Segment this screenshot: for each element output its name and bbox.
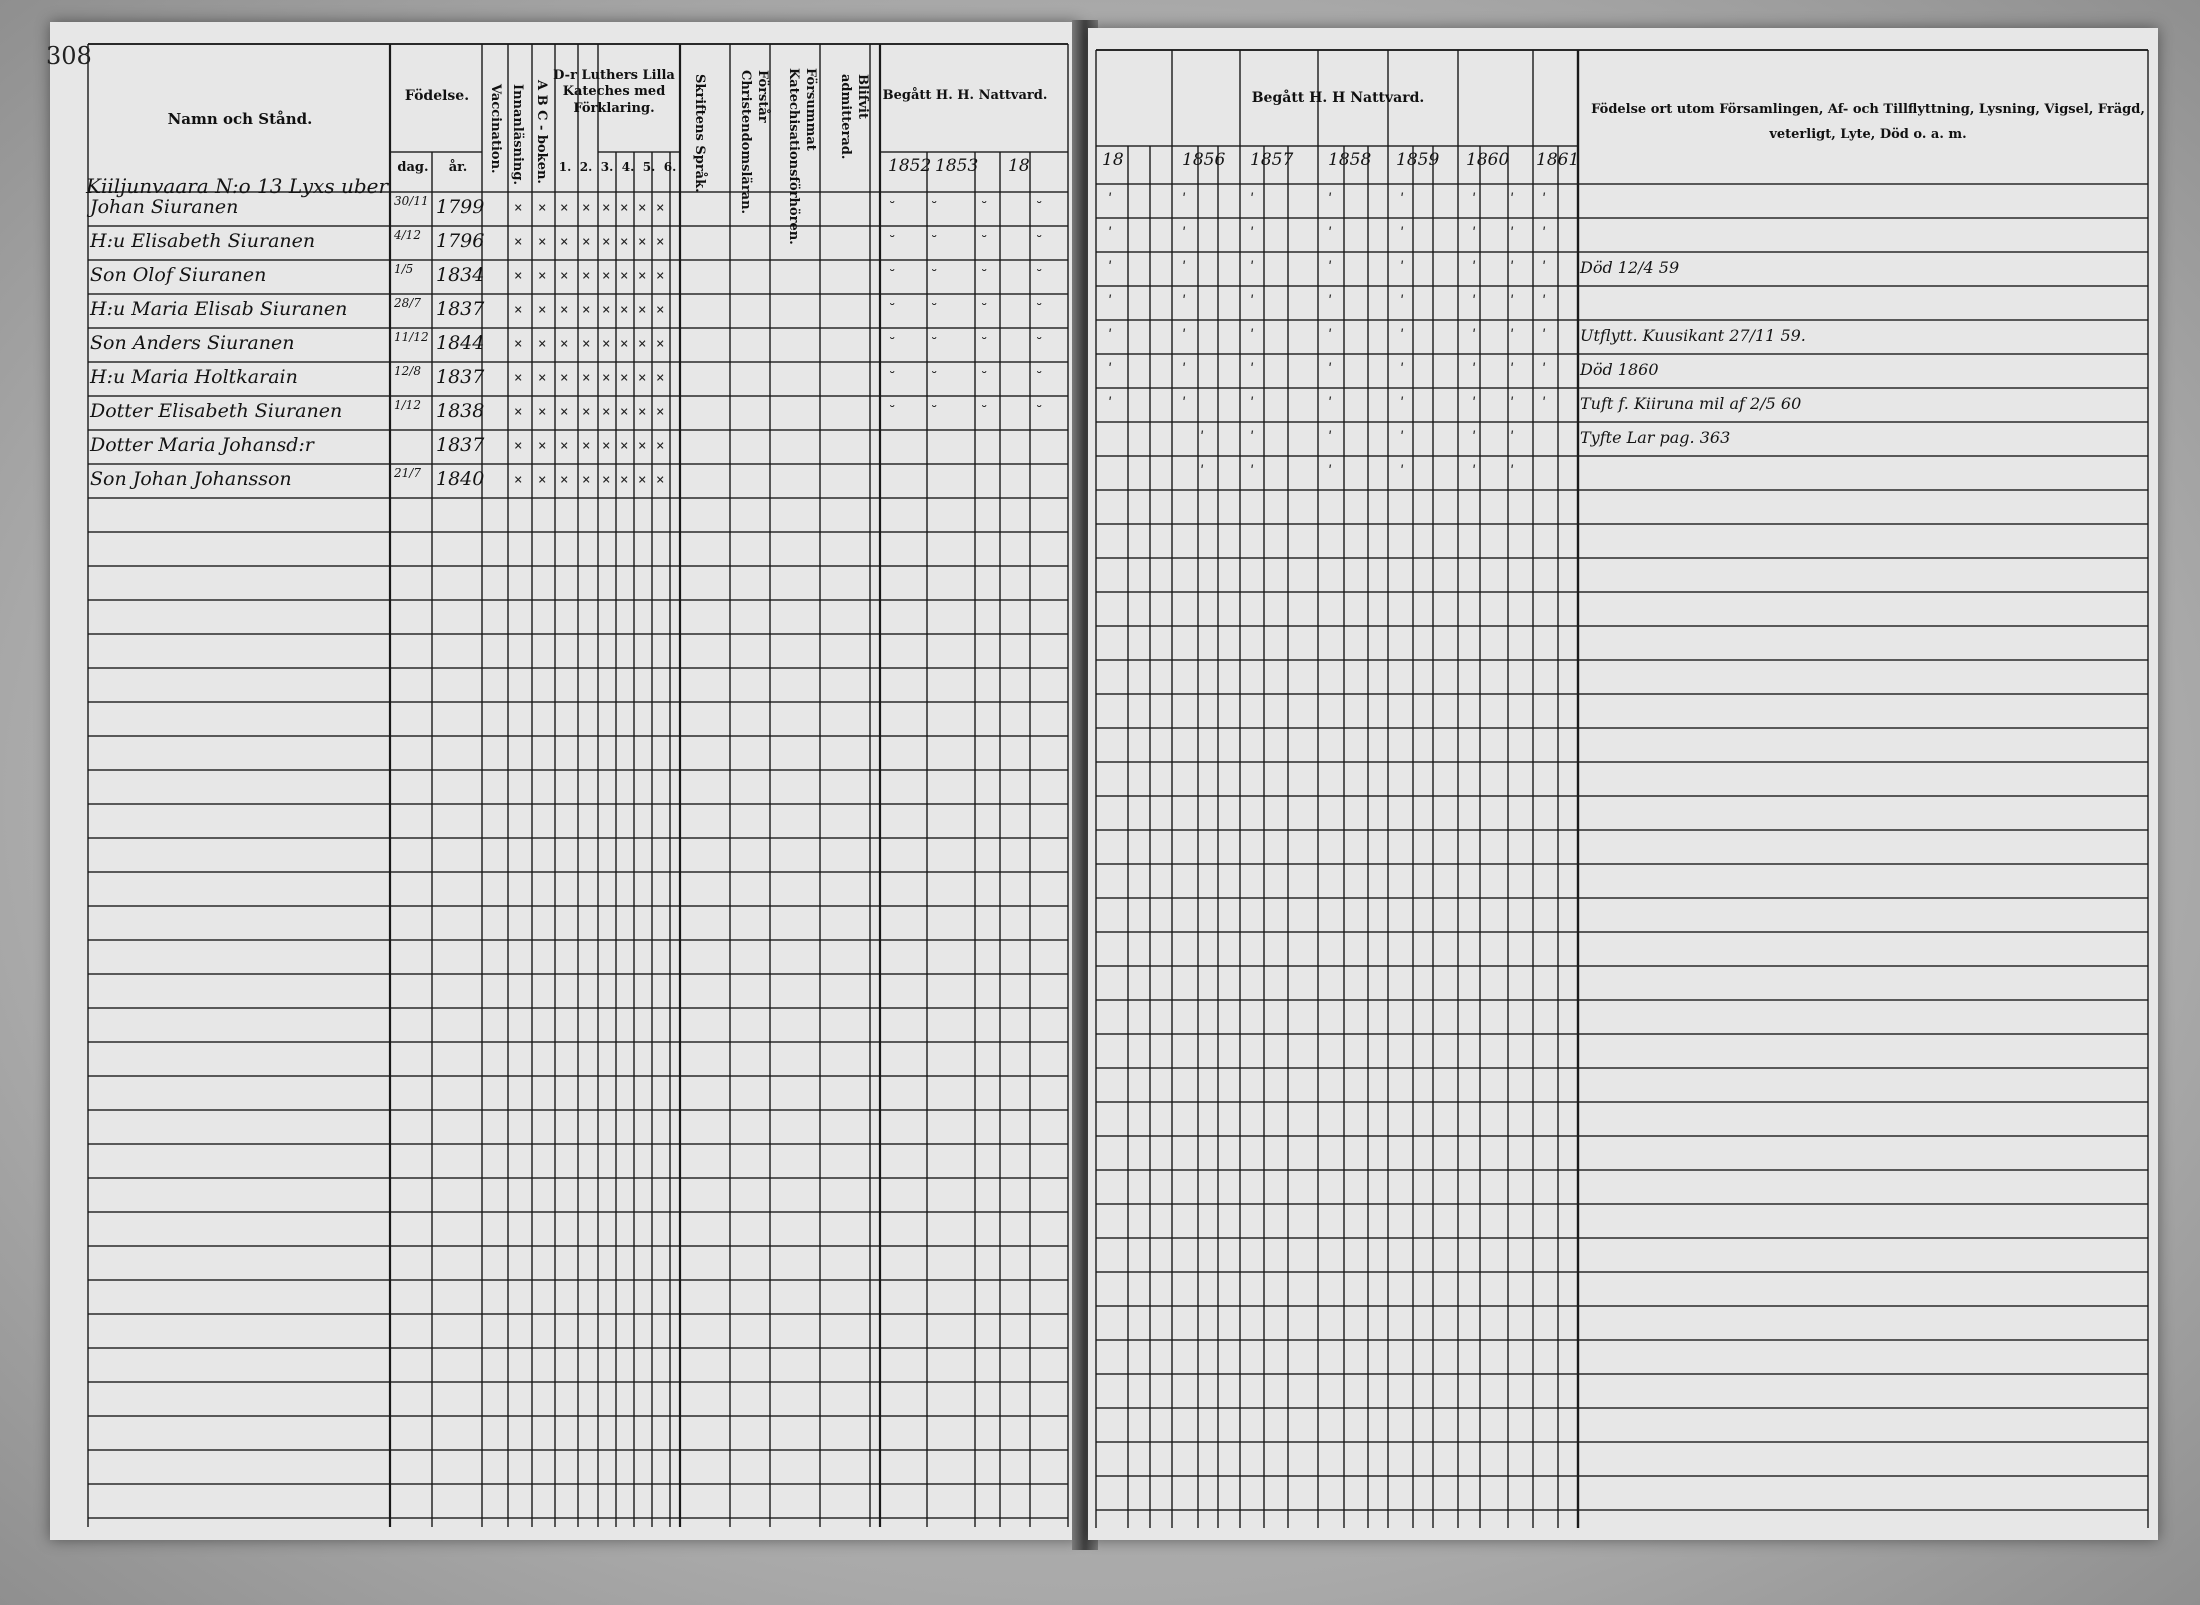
tick-mark: ʹ bbox=[1508, 328, 1517, 344]
tick-mark: ʹ bbox=[1540, 294, 1549, 310]
tick-mark: ʹ bbox=[1180, 192, 1189, 208]
tick-mark: × bbox=[638, 336, 647, 352]
tick-mark: ʹ bbox=[1106, 396, 1115, 412]
tick-mark: ˘ bbox=[980, 200, 989, 216]
tick-mark: ʹ bbox=[1106, 260, 1115, 276]
tick-mark: × bbox=[538, 336, 547, 352]
tick-mark: × bbox=[656, 302, 665, 318]
tick-mark: ʹ bbox=[1470, 294, 1479, 310]
tick-mark: × bbox=[620, 268, 629, 284]
row-birth-day: 21/7 bbox=[394, 466, 421, 480]
header-vaccination: Vaccination. bbox=[488, 84, 503, 174]
tick-mark: ˘ bbox=[1035, 268, 1044, 284]
tick-mark: × bbox=[538, 472, 547, 488]
tick-mark: × bbox=[656, 336, 665, 352]
header-admitted: Blifvit admitterad. bbox=[837, 74, 870, 160]
tick-mark: ˘ bbox=[888, 370, 897, 386]
row-birth-year: 1840 bbox=[436, 468, 485, 490]
tick-mark: ʹ bbox=[1180, 294, 1189, 310]
page-number: 308 bbox=[46, 42, 92, 70]
tick-mark: ʹ bbox=[1540, 328, 1549, 344]
tick-mark: ʹ bbox=[1180, 328, 1189, 344]
row-name: Dotter Elisabeth Siuranen bbox=[90, 400, 343, 422]
remark-entry: Död 12/4 59 bbox=[1580, 258, 1680, 277]
tick-mark: × bbox=[582, 200, 591, 216]
row-name: Son Olof Siuranen bbox=[90, 264, 267, 286]
header-remarks: Födelse ort utom Församlingen, Af- och Tillflyttning, Lysning, Vigsel, Frägd, veterligt, Lyte, Död o. a. m. bbox=[1591, 102, 2145, 142]
tick-mark: ʹ bbox=[1508, 192, 1517, 208]
tick-mark: ˘ bbox=[1035, 200, 1044, 216]
row-birth-year: 1844 bbox=[436, 332, 485, 354]
tick-mark: × bbox=[582, 472, 591, 488]
tick-mark: × bbox=[638, 234, 647, 250]
tick-mark: ʹ bbox=[1508, 396, 1517, 412]
header-scripture: Skriftens Språk. bbox=[692, 74, 707, 193]
remark-entry: Tyfte Lar pag. 363 bbox=[1580, 428, 1731, 447]
left-page bbox=[50, 22, 1080, 1540]
communion-year-label: 1859 bbox=[1396, 150, 1440, 170]
tick-mark: × bbox=[582, 302, 591, 318]
row-birth-day: 4/12 bbox=[394, 228, 421, 242]
header-reading: Innanläsning. bbox=[510, 84, 525, 185]
tick-mark: ʹ bbox=[1540, 260, 1549, 276]
tick-mark: ʹ bbox=[1470, 260, 1479, 276]
tick-mark: ʹ bbox=[1326, 192, 1335, 208]
row-birth-year: 1796 bbox=[436, 230, 485, 252]
tick-mark: ʹ bbox=[1470, 362, 1479, 378]
tick-mark: × bbox=[582, 438, 591, 454]
tick-mark: × bbox=[656, 370, 665, 386]
tick-mark: ʹ bbox=[1470, 226, 1479, 242]
tick-mark: ˘ bbox=[980, 404, 989, 420]
tick-mark: × bbox=[638, 404, 647, 420]
tick-mark: ʹ bbox=[1470, 430, 1479, 446]
tick-mark: ˘ bbox=[888, 234, 897, 250]
tick-mark: ʹ bbox=[1398, 226, 1407, 242]
catechism-part-label: 6. bbox=[663, 160, 677, 174]
tick-mark: ʹ bbox=[1398, 192, 1407, 208]
tick-mark: ˘ bbox=[1035, 336, 1044, 352]
tick-mark: ʹ bbox=[1470, 328, 1479, 344]
tick-mark: × bbox=[514, 234, 523, 250]
tick-mark: ʹ bbox=[1180, 260, 1189, 276]
tick-mark: ʹ bbox=[1398, 464, 1407, 480]
tick-mark: ʹ bbox=[1398, 430, 1407, 446]
tick-mark: ˘ bbox=[888, 200, 897, 216]
tick-mark: × bbox=[602, 268, 611, 284]
header-name: Namn och Stånd. bbox=[167, 110, 313, 128]
tick-mark: × bbox=[602, 438, 611, 454]
tick-mark: ˘ bbox=[888, 404, 897, 420]
tick-mark: × bbox=[582, 404, 591, 420]
tick-mark: × bbox=[638, 438, 647, 454]
tick-mark: ʹ bbox=[1326, 226, 1335, 242]
header-communion: Begått H. H. Nattvard. bbox=[882, 88, 1048, 103]
tick-mark: ˘ bbox=[930, 268, 939, 284]
tick-mark: ˘ bbox=[930, 404, 939, 420]
row-name: Johan Siuranen bbox=[90, 196, 239, 218]
row-birth-day: 28/7 bbox=[394, 296, 421, 310]
tick-mark: ˘ bbox=[1035, 302, 1044, 318]
tick-mark: ʹ bbox=[1326, 430, 1335, 446]
tick-mark: × bbox=[560, 302, 569, 318]
remark-entry: Tuft f. Kiiruna mil af 2/5 60 bbox=[1580, 394, 1802, 413]
header-missed: Försummat Katechisationsförhören. bbox=[785, 68, 818, 245]
row-birth-year: 1837 bbox=[436, 434, 485, 456]
tick-mark: × bbox=[514, 370, 523, 386]
tick-mark: ʹ bbox=[1398, 362, 1407, 378]
tick-mark: ʹ bbox=[1540, 362, 1549, 378]
tick-mark: × bbox=[602, 472, 611, 488]
tick-mark: ʹ bbox=[1248, 396, 1257, 412]
row-name: Son Anders Siuranen bbox=[90, 332, 295, 354]
tick-mark: × bbox=[602, 200, 611, 216]
tick-mark: ʹ bbox=[1540, 226, 1549, 242]
tick-mark: ˘ bbox=[980, 268, 989, 284]
tick-mark: × bbox=[602, 302, 611, 318]
tick-mark: ˘ bbox=[980, 234, 989, 250]
tick-mark: × bbox=[560, 472, 569, 488]
row-birth-year: 1837 bbox=[436, 298, 485, 320]
tick-mark: ʹ bbox=[1198, 464, 1207, 480]
tick-mark: ʹ bbox=[1398, 396, 1407, 412]
row-birth-year: 1837 bbox=[436, 366, 485, 388]
communion-year-label: 18 bbox=[1008, 156, 1030, 176]
tick-mark: ˘ bbox=[930, 370, 939, 386]
tick-mark: ʹ bbox=[1540, 396, 1549, 412]
tick-mark: × bbox=[620, 336, 629, 352]
tick-mark: × bbox=[538, 234, 547, 250]
tick-mark: ʹ bbox=[1470, 464, 1479, 480]
tick-mark: × bbox=[656, 404, 665, 420]
tick-mark: ˘ bbox=[1035, 370, 1044, 386]
tick-mark: × bbox=[582, 370, 591, 386]
tick-mark: × bbox=[582, 336, 591, 352]
header-birth: Födelse. bbox=[404, 88, 470, 104]
tick-mark: × bbox=[602, 370, 611, 386]
catechism-part-label: 3. bbox=[600, 160, 614, 174]
tick-mark: ˘ bbox=[930, 200, 939, 216]
tick-mark: ʹ bbox=[1398, 294, 1407, 310]
tick-mark: × bbox=[620, 438, 629, 454]
tick-mark: ʹ bbox=[1106, 362, 1115, 378]
tick-mark: ʹ bbox=[1326, 464, 1335, 480]
row-name: Son Johan Johansson bbox=[90, 468, 292, 490]
tick-mark: ʹ bbox=[1470, 192, 1479, 208]
tick-mark: × bbox=[514, 200, 523, 216]
tick-mark: × bbox=[514, 404, 523, 420]
tick-mark: × bbox=[638, 302, 647, 318]
tick-mark: ʹ bbox=[1470, 396, 1479, 412]
row-birth-day: 30/11 bbox=[394, 194, 429, 208]
header-abc: A B C - boken. bbox=[534, 80, 549, 184]
catechism-part-label: 4. bbox=[621, 160, 635, 174]
catechism-part-label: 5. bbox=[642, 160, 656, 174]
communion-year-label: 1861 bbox=[1536, 150, 1580, 170]
tick-mark: ʹ bbox=[1248, 260, 1257, 276]
communion-year-label: 1860 bbox=[1466, 150, 1510, 170]
tick-mark: ʹ bbox=[1180, 362, 1189, 378]
row-name: H:u Maria Elisab Siuranen bbox=[90, 298, 348, 320]
header-birth-year: år. bbox=[448, 160, 468, 175]
tick-mark: ʹ bbox=[1508, 294, 1517, 310]
tick-mark: ˘ bbox=[980, 302, 989, 318]
header-birth-day: dag. bbox=[397, 160, 429, 175]
tick-mark: × bbox=[560, 234, 569, 250]
tick-mark: × bbox=[656, 268, 665, 284]
tick-mark: × bbox=[560, 200, 569, 216]
tick-mark: × bbox=[560, 404, 569, 420]
tick-mark: ʹ bbox=[1326, 396, 1335, 412]
header-christianity: Förstår Christendomsläran. bbox=[737, 70, 770, 215]
tick-mark: × bbox=[620, 404, 629, 420]
tick-mark: × bbox=[620, 472, 629, 488]
catechism-part-label: 1. bbox=[558, 160, 572, 174]
tick-mark: × bbox=[656, 234, 665, 250]
tick-mark: ʹ bbox=[1248, 294, 1257, 310]
tick-mark: × bbox=[514, 438, 523, 454]
tick-mark: ˘ bbox=[1035, 404, 1044, 420]
tick-mark: × bbox=[560, 438, 569, 454]
tick-mark: ˘ bbox=[980, 370, 989, 386]
header-communion-right: Begått H. H Nattvard. bbox=[1251, 90, 1425, 106]
tick-mark: × bbox=[560, 268, 569, 284]
row-birth-day: 11/12 bbox=[394, 330, 429, 344]
row-birth-day: 1/5 bbox=[394, 262, 414, 276]
tick-mark: × bbox=[538, 438, 547, 454]
tick-mark: ˘ bbox=[930, 234, 939, 250]
tick-mark: × bbox=[620, 302, 629, 318]
row-birth-day: 1/12 bbox=[394, 398, 421, 412]
communion-year-label: 18 bbox=[1102, 150, 1124, 170]
tick-mark: × bbox=[514, 472, 523, 488]
tick-mark: × bbox=[656, 438, 665, 454]
row-birth-day: 12/8 bbox=[394, 364, 421, 378]
tick-mark: ʹ bbox=[1180, 226, 1189, 242]
tick-mark: ʹ bbox=[1106, 294, 1115, 310]
right-ruling-grid bbox=[1088, 28, 2158, 1540]
tick-mark: ʹ bbox=[1248, 464, 1257, 480]
tick-mark: ʹ bbox=[1508, 362, 1517, 378]
tick-mark: ʹ bbox=[1326, 328, 1335, 344]
tick-mark: × bbox=[620, 370, 629, 386]
tick-mark: × bbox=[638, 268, 647, 284]
row-birth-year: 1799 bbox=[436, 196, 485, 218]
tick-mark: ˘ bbox=[930, 336, 939, 352]
tick-mark: ʹ bbox=[1248, 362, 1257, 378]
tick-mark: ʹ bbox=[1106, 226, 1115, 242]
tick-mark: ˘ bbox=[888, 336, 897, 352]
tick-mark: ʹ bbox=[1508, 226, 1517, 242]
tick-mark: ʹ bbox=[1248, 328, 1257, 344]
tick-mark: ʹ bbox=[1508, 464, 1517, 480]
tick-mark: ʹ bbox=[1508, 260, 1517, 276]
tick-mark: × bbox=[638, 472, 647, 488]
tick-mark: × bbox=[602, 404, 611, 420]
tick-mark: ʹ bbox=[1198, 430, 1207, 446]
tick-mark: × bbox=[656, 200, 665, 216]
tick-mark: × bbox=[514, 302, 523, 318]
tick-mark: ʹ bbox=[1398, 328, 1407, 344]
tick-mark: ʹ bbox=[1106, 328, 1115, 344]
header-catechism: D-r Luthers Lilla Kateches med Förklaring. bbox=[553, 68, 675, 116]
communion-year-label: 1856 bbox=[1182, 150, 1226, 170]
tick-mark: ˘ bbox=[930, 302, 939, 318]
tick-mark: × bbox=[656, 472, 665, 488]
tick-mark: ʹ bbox=[1326, 362, 1335, 378]
tick-mark: × bbox=[560, 336, 569, 352]
tick-mark: × bbox=[602, 234, 611, 250]
row-birth-year: 1838 bbox=[436, 400, 485, 422]
tick-mark: ˘ bbox=[1035, 234, 1044, 250]
tick-mark: ˘ bbox=[888, 268, 897, 284]
remark-entry: Utflytt. Kuusikant 27/11 59. bbox=[1580, 326, 1806, 345]
tick-mark: × bbox=[620, 234, 629, 250]
communion-year-label: 1852 bbox=[888, 156, 932, 176]
tick-mark: ʹ bbox=[1326, 294, 1335, 310]
tick-mark: × bbox=[638, 200, 647, 216]
tick-mark: × bbox=[538, 370, 547, 386]
tick-mark: ʹ bbox=[1508, 430, 1517, 446]
row-name: H:u Elisabeth Siuranen bbox=[90, 230, 316, 252]
communion-year-label: 1858 bbox=[1328, 150, 1372, 170]
row-name: Dotter Maria Johansd:r bbox=[90, 434, 314, 456]
tick-mark: × bbox=[514, 268, 523, 284]
catechism-part-label: 2. bbox=[579, 160, 593, 174]
tick-mark: × bbox=[602, 336, 611, 352]
row-birth-year: 1834 bbox=[436, 264, 485, 286]
tick-mark: ʹ bbox=[1540, 192, 1549, 208]
tick-mark: × bbox=[538, 302, 547, 318]
tick-mark: ʹ bbox=[1248, 226, 1257, 242]
tick-mark: × bbox=[560, 370, 569, 386]
communion-year-label: 1857 bbox=[1250, 150, 1294, 170]
tick-mark: × bbox=[514, 336, 523, 352]
tick-mark: ʹ bbox=[1180, 396, 1189, 412]
right-page bbox=[1088, 28, 2158, 1540]
tick-mark: × bbox=[582, 268, 591, 284]
tick-mark: ʹ bbox=[1326, 260, 1335, 276]
tick-mark: ʹ bbox=[1398, 260, 1407, 276]
tick-mark: × bbox=[538, 404, 547, 420]
tick-mark: ˘ bbox=[980, 336, 989, 352]
tick-mark: ʹ bbox=[1248, 192, 1257, 208]
tick-mark: × bbox=[638, 370, 647, 386]
row-name: H:u Maria Holtkarain bbox=[90, 366, 298, 388]
communion-year-label: 1853 bbox=[935, 156, 979, 176]
tick-mark: × bbox=[538, 268, 547, 284]
tick-mark: × bbox=[582, 234, 591, 250]
household-heading: Kiiljunvaara N:o 13 Lyxs uber bbox=[86, 174, 389, 198]
tick-mark: ʹ bbox=[1106, 192, 1115, 208]
tick-mark: × bbox=[538, 200, 547, 216]
tick-mark: ˘ bbox=[888, 302, 897, 318]
remark-entry: Död 1860 bbox=[1580, 360, 1659, 379]
tick-mark: × bbox=[620, 200, 629, 216]
tick-mark: ʹ bbox=[1248, 430, 1257, 446]
